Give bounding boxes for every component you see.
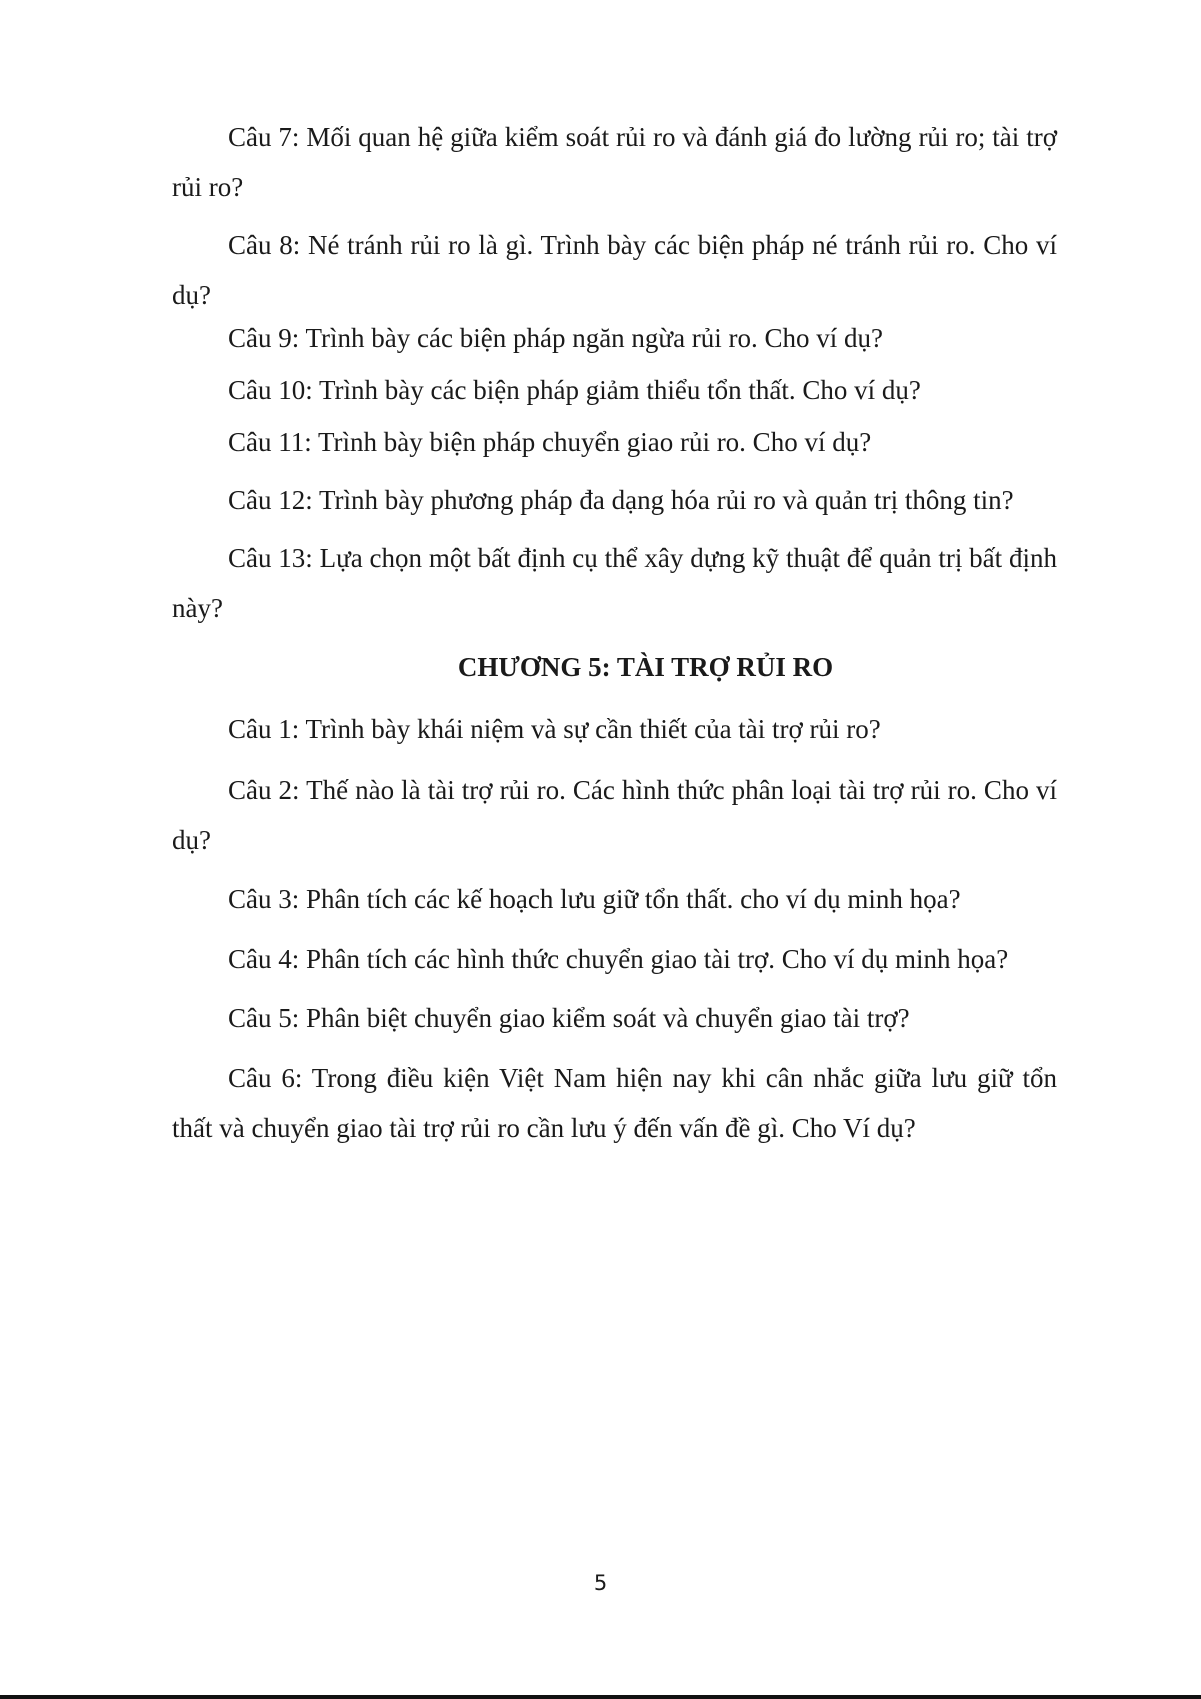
chapter-question-4: Câu 4: Phân tích các hình thức chuyển giao tài trợ. Cho ví dụ minh họa? [228,944,1009,974]
question-11: Câu 11: Trình bày biện pháp chuyển giao rủi ro. Cho ví dụ? [228,427,872,457]
question-8: Câu 8: Né tránh rủi ro là gì. Trình bày các biện pháp né tránh rủi ro. Cho ví dụ? [172,230,1057,310]
chapter-question-6: Câu 6: Trong điều kiện Việt Nam hiện nay khi cân nhắc giữa lưu giữ tổn thất và chuyển giao tài trợ rủi ro cần lưu ý đến vấn đề gì. Cho Ví dụ? [172,1063,1057,1143]
chapter-heading: CHƯƠNG 5: TÀI TRỢ RỦI RO [457,652,834,682]
question-7: Câu 7: Mối quan hệ giữa kiểm soát rủi ro và đánh giá đo lường rủi ro; tài trợ rủi ro? [172,122,1057,202]
question-10: Câu 10: Trình bày các biện pháp giảm thiểu tổn thất. Cho ví dụ? [228,375,921,405]
chapter-question-5: Câu 5: Phân biệt chuyển giao kiểm soát và chuyển giao tài trợ? [228,1003,910,1033]
question-12: Câu 12: Trình bày phương pháp đa dạng hóa rủi ro và quản trị thông tin? [228,485,1014,515]
chapter-question-2: Câu 2: Thế nào là tài trợ rủi ro. Các hình thức phân loại tài trợ rủi ro. Cho ví dụ? [172,775,1057,855]
page-number: 5 [593,1571,608,1595]
question-9: Câu 9: Trình bày các biện pháp ngăn ngừa rủi ro. Cho ví dụ? [228,323,884,353]
chapter-question-3: Câu 3: Phân tích các kế hoạch lưu giữ tổn thất. cho ví dụ minh họa? [228,884,961,914]
chapter-question-1: Câu 1: Trình bày khái niệm và sự cần thiết của tài trợ rủi ro? [228,714,881,744]
question-13: Câu 13: Lựa chọn một bất định cụ thể xây dựng kỹ thuật để quản trị bất định này? [172,543,1057,623]
bottom-border-line [0,1695,1201,1699]
